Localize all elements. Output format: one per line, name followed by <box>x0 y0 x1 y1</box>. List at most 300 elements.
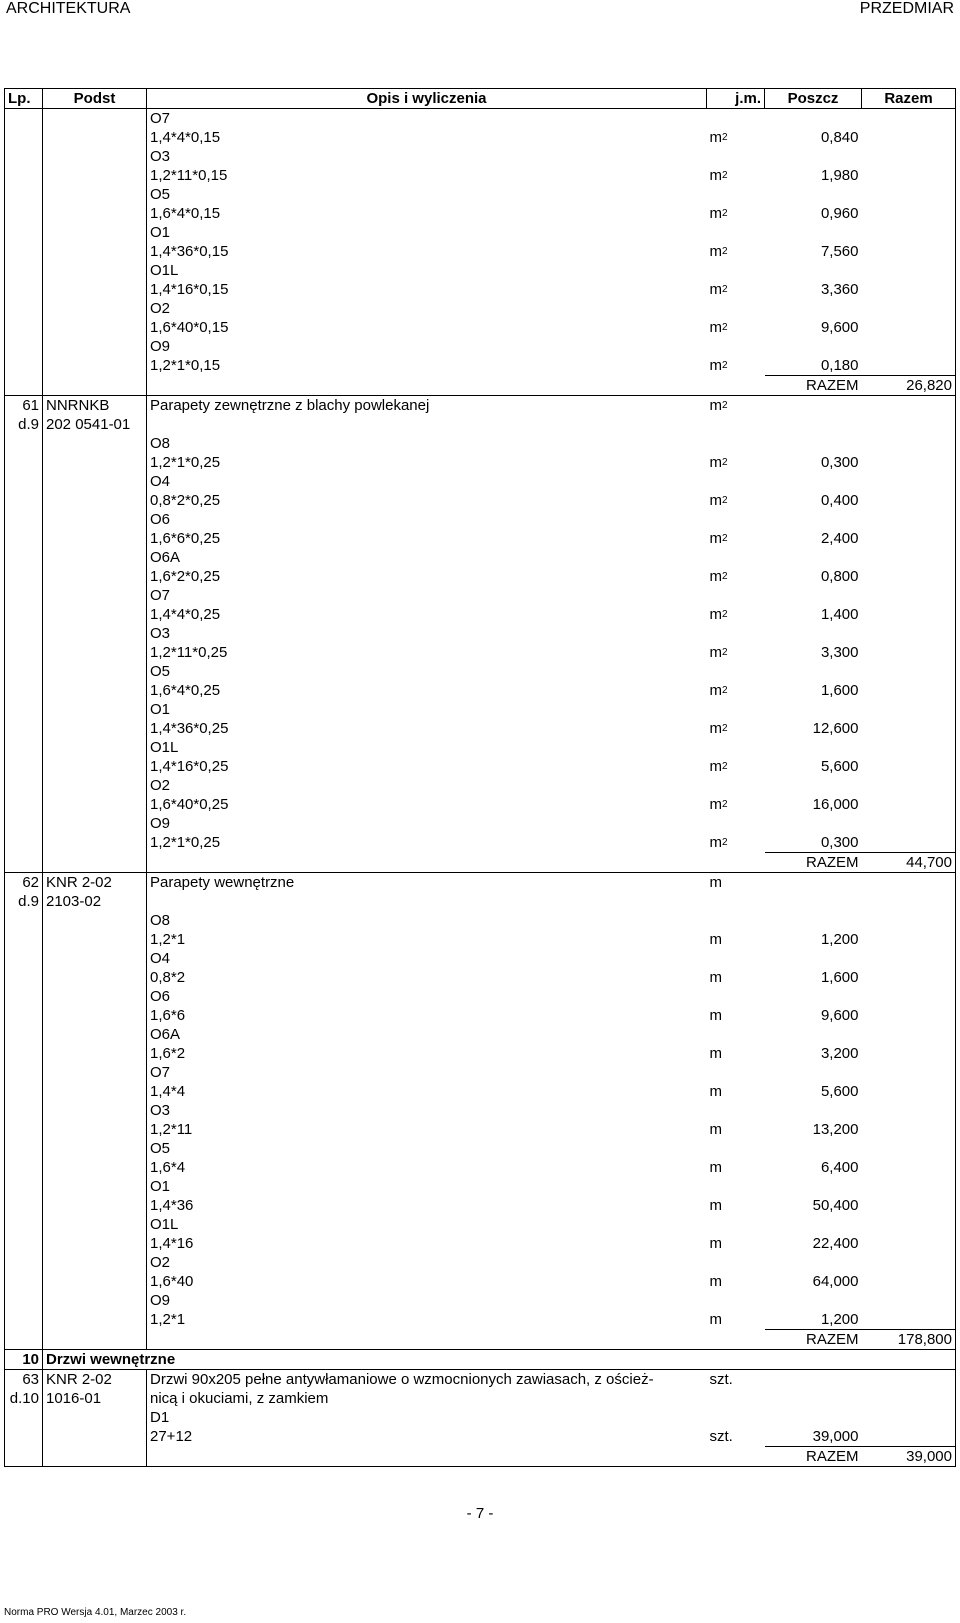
unit: m <box>709 758 722 775</box>
podst-cell <box>43 109 147 129</box>
measurement-row <box>5 1120 956 1139</box>
partial-value <box>765 911 862 930</box>
measurement-row <box>5 911 956 930</box>
unit-cell <box>707 299 765 318</box>
measurement-row <box>5 223 956 242</box>
unit: m <box>709 1311 722 1328</box>
measurement-row <box>5 1025 956 1044</box>
partial-value <box>765 1215 862 1234</box>
measurement-row <box>5 1177 956 1196</box>
unit: m <box>709 969 722 986</box>
partial-value <box>765 1253 862 1272</box>
lp-cell <box>5 776 43 795</box>
element-label: O5 <box>150 1140 171 1157</box>
calc-expression: 1,2*11*0,25 <box>150 644 228 661</box>
unit-cell <box>707 1063 765 1082</box>
measurement-row <box>5 930 956 949</box>
calc-expression: 0,8*2 <box>150 969 186 986</box>
lp-cell <box>5 700 43 719</box>
sum-row <box>5 1330 956 1350</box>
measurement-row <box>5 1101 956 1120</box>
podst-cell <box>43 1447 147 1467</box>
podst-cell <box>43 1272 147 1291</box>
item-header-row <box>5 873 956 893</box>
lp-cell <box>5 624 43 643</box>
total-cell <box>862 280 956 299</box>
unit: m <box>709 834 722 851</box>
unit-cell <box>707 548 765 567</box>
lp-cell <box>5 814 43 833</box>
partial-value: 5,600 <box>820 758 859 775</box>
unit-cell <box>707 434 765 453</box>
measurement-row <box>5 128 956 147</box>
measurement-row <box>5 415 956 434</box>
measurement-row <box>5 109 956 129</box>
partial-value <box>765 1139 862 1158</box>
unit-exponent: 2 <box>722 400 728 411</box>
podst-cell <box>43 1408 147 1427</box>
unit-cell <box>707 662 765 681</box>
calc-expression: 1,4*36*0,25 <box>150 720 229 737</box>
unit-cell <box>707 681 765 700</box>
element-label: O1L <box>150 1216 179 1233</box>
partial-value: 64,000 <box>812 1273 859 1290</box>
unit-cell <box>707 814 765 833</box>
podst-cell <box>43 1063 147 1082</box>
podst-cell <box>43 510 147 529</box>
measurement-row <box>5 280 956 299</box>
unit-cell <box>707 223 765 242</box>
partial-value: 0,400 <box>820 492 859 509</box>
unit-cell <box>707 700 765 719</box>
element-label: O5 <box>150 663 171 680</box>
unit: m <box>709 492 722 509</box>
total-cell <box>862 415 956 434</box>
element-label: O3 <box>150 148 171 165</box>
unit: m <box>709 530 722 547</box>
lp-cell <box>5 930 43 949</box>
partial-value <box>765 892 862 911</box>
unit-exponent: 2 <box>722 609 728 620</box>
calc-expression: 1,4*36 <box>150 1197 194 1214</box>
podst-cell <box>43 930 147 949</box>
unit: m <box>709 1197 722 1214</box>
unit-cell <box>707 510 765 529</box>
measurement-row <box>5 242 956 261</box>
lp-cell <box>5 681 43 700</box>
unit-cell <box>707 873 765 893</box>
measurement-row <box>5 1044 956 1063</box>
total-cell <box>862 624 956 643</box>
sum-value: 26,820 <box>862 376 956 396</box>
unit-cell <box>707 166 765 185</box>
total-cell <box>862 892 956 911</box>
total-cell <box>862 396 956 416</box>
table-header-row <box>5 89 956 109</box>
calc-expression: 1,6*4*0,15 <box>150 205 221 222</box>
unit: m <box>709 931 722 948</box>
unit-cell <box>707 1101 765 1120</box>
unit: m <box>709 1045 722 1062</box>
calc-expression: 1,2*11 <box>150 1121 193 1138</box>
opis-cell <box>147 853 707 873</box>
partial-value <box>765 472 862 491</box>
element-label: O7 <box>150 587 171 604</box>
podst-cell <box>43 261 147 280</box>
unit-cell <box>707 472 765 491</box>
element-label: O2 <box>150 300 171 317</box>
unit-cell <box>707 624 765 643</box>
lp-cell <box>5 567 43 586</box>
partial-value: 1,600 <box>820 682 859 699</box>
podst-cell <box>43 185 147 204</box>
sum-value: 39,000 <box>862 1447 956 1467</box>
unit-cell <box>707 1158 765 1177</box>
sum-label: RAZEM <box>765 1330 862 1350</box>
partial-value <box>765 776 862 795</box>
unit-cell <box>707 1272 765 1291</box>
measurement-row <box>5 795 956 814</box>
sum-label: RAZEM <box>765 376 862 396</box>
total-cell <box>862 1253 956 1272</box>
partial-value <box>765 415 862 434</box>
unit: m <box>709 281 722 298</box>
podst-cell <box>43 1291 147 1310</box>
lp-cell <box>5 261 43 280</box>
partial-value: 0,960 <box>820 205 859 222</box>
partial-value: 1,200 <box>820 931 859 948</box>
calc-expression: 1,6*40 <box>150 1273 194 1290</box>
total-cell <box>862 987 956 1006</box>
unit-cell <box>707 1253 765 1272</box>
unit: m <box>709 357 722 374</box>
total-cell <box>862 757 956 776</box>
unit-cell <box>707 1310 765 1330</box>
total-cell <box>862 1120 956 1139</box>
podst-cell <box>43 987 147 1006</box>
total-cell <box>862 529 956 548</box>
measurement-row <box>5 643 956 662</box>
partial-value <box>765 738 862 757</box>
lp-cell: 62 <box>5 873 43 893</box>
total-cell <box>862 1177 956 1196</box>
total-cell <box>862 1215 956 1234</box>
element-label: O1 <box>150 701 171 718</box>
lp-cell <box>5 491 43 510</box>
unit-cell <box>707 1139 765 1158</box>
lp-cell <box>5 1253 43 1272</box>
podst-cell <box>43 1044 147 1063</box>
podst-cell <box>43 1253 147 1272</box>
calc-expression: 1,6*2*0,25 <box>150 568 221 585</box>
calc-expression: 1,6*6*0,25 <box>150 530 221 547</box>
measurement-row <box>5 548 956 567</box>
unit-cell <box>707 1234 765 1253</box>
unit-cell <box>707 415 765 434</box>
unit-cell <box>707 1177 765 1196</box>
element-label: O6A <box>150 1026 181 1043</box>
total-cell <box>862 453 956 472</box>
element-label: O1L <box>150 262 179 279</box>
lp-cell <box>5 833 43 853</box>
calc-expression: 27+12 <box>150 1428 193 1445</box>
calc-expression: 1,6*4 <box>150 1159 186 1176</box>
measurement-row <box>5 949 956 968</box>
lp-cell: 63 <box>5 1370 43 1390</box>
calc-expression: 1,6*2 <box>150 1045 186 1062</box>
partial-value: 13,200 <box>812 1121 859 1138</box>
total-cell <box>862 1082 956 1101</box>
unit-exponent: 2 <box>722 647 728 658</box>
total-cell <box>862 1044 956 1063</box>
col-header-poszcz: Poszcz <box>765 89 862 109</box>
measurement-row <box>5 1063 956 1082</box>
partial-value <box>765 987 862 1006</box>
total-cell <box>862 1389 956 1408</box>
unit-cell <box>707 911 765 930</box>
measurement-row <box>5 491 956 510</box>
partial-value <box>765 147 862 166</box>
element-label: O2 <box>150 777 171 794</box>
unit-cell <box>707 204 765 223</box>
partial-value <box>765 434 862 453</box>
unit-cell <box>707 605 765 624</box>
partial-value <box>765 1101 862 1120</box>
lp-cell <box>5 242 43 261</box>
total-cell <box>862 738 956 757</box>
measurement-row <box>5 510 956 529</box>
unit: m <box>709 1121 722 1138</box>
measurement-row <box>5 1082 956 1101</box>
element-label: O3 <box>150 1102 171 1119</box>
podst-cell <box>43 1139 147 1158</box>
measurement-row <box>5 987 956 1006</box>
col-header-razem: Razem <box>862 89 956 109</box>
element-label: O4 <box>150 473 171 490</box>
element-label: O6 <box>150 511 171 528</box>
partial-value <box>765 185 862 204</box>
lp-cell <box>5 1101 43 1120</box>
total-cell <box>862 814 956 833</box>
unit-cell <box>707 1330 765 1350</box>
lp-cell <box>5 738 43 757</box>
partial-value: 1,400 <box>820 606 859 623</box>
podst-cell <box>43 376 147 396</box>
lp-cell <box>5 987 43 1006</box>
podst-cell <box>43 1120 147 1139</box>
total-cell <box>862 795 956 814</box>
unit-cell <box>707 968 765 987</box>
lp-cell <box>5 318 43 337</box>
total-cell <box>862 548 956 567</box>
podst-cell <box>43 299 147 318</box>
total-cell <box>862 166 956 185</box>
podst-cell <box>43 681 147 700</box>
total-cell <box>862 109 956 129</box>
measurement-row <box>5 204 956 223</box>
unit-cell <box>707 1025 765 1044</box>
partial-value <box>765 1389 862 1408</box>
total-cell <box>862 1408 956 1427</box>
item-header-row <box>5 1389 956 1408</box>
total-cell <box>862 1025 956 1044</box>
unit-cell <box>707 318 765 337</box>
calc-expression: 1,4*36*0,15 <box>150 243 229 260</box>
unit-exponent: 2 <box>722 322 728 333</box>
item-header-row <box>5 1370 956 1390</box>
unit: m <box>709 1007 722 1024</box>
lp-cell <box>5 109 43 129</box>
podst-cell: KNR 2-02 <box>43 1370 147 1390</box>
col-header-opis: Opis i wyliczenia <box>147 89 707 109</box>
element-label: O1L <box>150 739 179 756</box>
podst-cell <box>43 776 147 795</box>
lp-cell <box>5 795 43 814</box>
element-label: O1 <box>150 1178 171 1195</box>
lp-cell <box>5 185 43 204</box>
partial-value <box>765 814 862 833</box>
podst-cell <box>43 491 147 510</box>
calc-expression: 1,2*1*0,15 <box>150 357 221 374</box>
total-cell <box>862 223 956 242</box>
element-label: O9 <box>150 1292 171 1309</box>
total-cell <box>862 719 956 738</box>
unit-exponent: 2 <box>722 723 728 734</box>
measurement-row <box>5 1006 956 1025</box>
item-header-row <box>5 396 956 416</box>
measurement-row <box>5 337 956 356</box>
unit: m <box>709 720 722 737</box>
unit-cell <box>707 147 765 166</box>
element-label <box>147 892 707 911</box>
unit-cell <box>707 1120 765 1139</box>
measurement-row <box>5 1215 956 1234</box>
total-cell <box>862 586 956 605</box>
total-cell <box>862 491 956 510</box>
lp-cell <box>5 376 43 396</box>
measurement-row <box>5 166 956 185</box>
partial-value <box>765 548 862 567</box>
podst-cell <box>43 529 147 548</box>
measurement-row <box>5 662 956 681</box>
element-label <box>147 415 707 434</box>
total-cell <box>862 510 956 529</box>
unit-cell <box>707 491 765 510</box>
unit-cell <box>707 1215 765 1234</box>
partial-value <box>765 873 862 893</box>
calc-expression: 1,6*40*0,25 <box>150 796 229 813</box>
podst-cell <box>43 318 147 337</box>
measurement-row <box>5 1234 956 1253</box>
measurement-row <box>5 738 956 757</box>
partial-value: 3,300 <box>820 644 859 661</box>
lp-cell <box>5 223 43 242</box>
page-header <box>0 0 960 22</box>
sum-value: 44,700 <box>862 853 956 873</box>
calc-expression: 1,4*16 <box>150 1235 194 1252</box>
lp-cell <box>5 128 43 147</box>
podst-cell <box>43 911 147 930</box>
element-label: O9 <box>150 815 171 832</box>
unit-exponent: 2 <box>722 246 728 257</box>
unit-exponent: 2 <box>722 571 728 582</box>
unit-cell <box>707 529 765 548</box>
total-cell <box>862 204 956 223</box>
unit-cell <box>707 337 765 356</box>
podst-cell <box>43 1006 147 1025</box>
partial-value <box>765 700 862 719</box>
measurement-row <box>5 1291 956 1310</box>
podst-cell <box>43 337 147 356</box>
opis-cell <box>147 1330 707 1350</box>
lp-cell <box>5 472 43 491</box>
measurement-row <box>5 434 956 453</box>
col-header-podst: Podst <box>43 89 147 109</box>
unit-cell <box>707 1291 765 1310</box>
podst-cell: 1016-01 <box>43 1389 147 1408</box>
lp-cell <box>5 586 43 605</box>
partial-value <box>765 662 862 681</box>
unit: m <box>709 1083 722 1100</box>
calc-expression: 1,2*1 <box>150 931 186 948</box>
partial-value: 0,300 <box>820 834 859 851</box>
unit-cell <box>707 776 765 795</box>
lp-cell <box>5 949 43 968</box>
total-cell <box>862 1310 956 1330</box>
measurement-row <box>5 776 956 795</box>
unit-exponent: 2 <box>722 284 728 295</box>
lp-cell <box>5 337 43 356</box>
unit: m <box>709 1273 722 1290</box>
item-description: Drzwi 90x205 pełne antywłamaniowe o wzmocnionych zawiasach, z oścież- <box>147 1370 707 1390</box>
unit-cell <box>707 1044 765 1063</box>
podst-cell <box>43 128 147 147</box>
lp-cell <box>5 1044 43 1063</box>
unit-cell <box>707 833 765 853</box>
unit-cell <box>707 356 765 376</box>
podst-cell <box>43 624 147 643</box>
lp-cell <box>5 434 43 453</box>
lp-cell: 61 <box>5 396 43 416</box>
lp-cell <box>5 1063 43 1082</box>
unit-cell <box>707 949 765 968</box>
unit: szt. <box>709 1371 733 1388</box>
total-cell <box>862 1196 956 1215</box>
podst-cell <box>43 548 147 567</box>
measurement-row <box>5 318 956 337</box>
podst-cell <box>43 472 147 491</box>
element-label: O2 <box>150 1254 171 1271</box>
unit: m <box>709 874 722 891</box>
total-cell <box>862 472 956 491</box>
lp-cell <box>5 1234 43 1253</box>
unit-cell <box>707 567 765 586</box>
lp-cell <box>5 911 43 930</box>
unit-cell <box>707 109 765 129</box>
lp-cell: d.9 <box>5 892 43 911</box>
total-cell <box>862 128 956 147</box>
partial-value: 9,600 <box>820 1007 859 1024</box>
unit-cell <box>707 586 765 605</box>
podst-cell <box>43 968 147 987</box>
unit-cell <box>707 719 765 738</box>
unit-exponent: 2 <box>722 685 728 696</box>
measurement-row <box>5 700 956 719</box>
measurement-row <box>5 261 956 280</box>
podst-cell <box>43 1025 147 1044</box>
measurement-row <box>5 605 956 624</box>
partial-value <box>765 949 862 968</box>
